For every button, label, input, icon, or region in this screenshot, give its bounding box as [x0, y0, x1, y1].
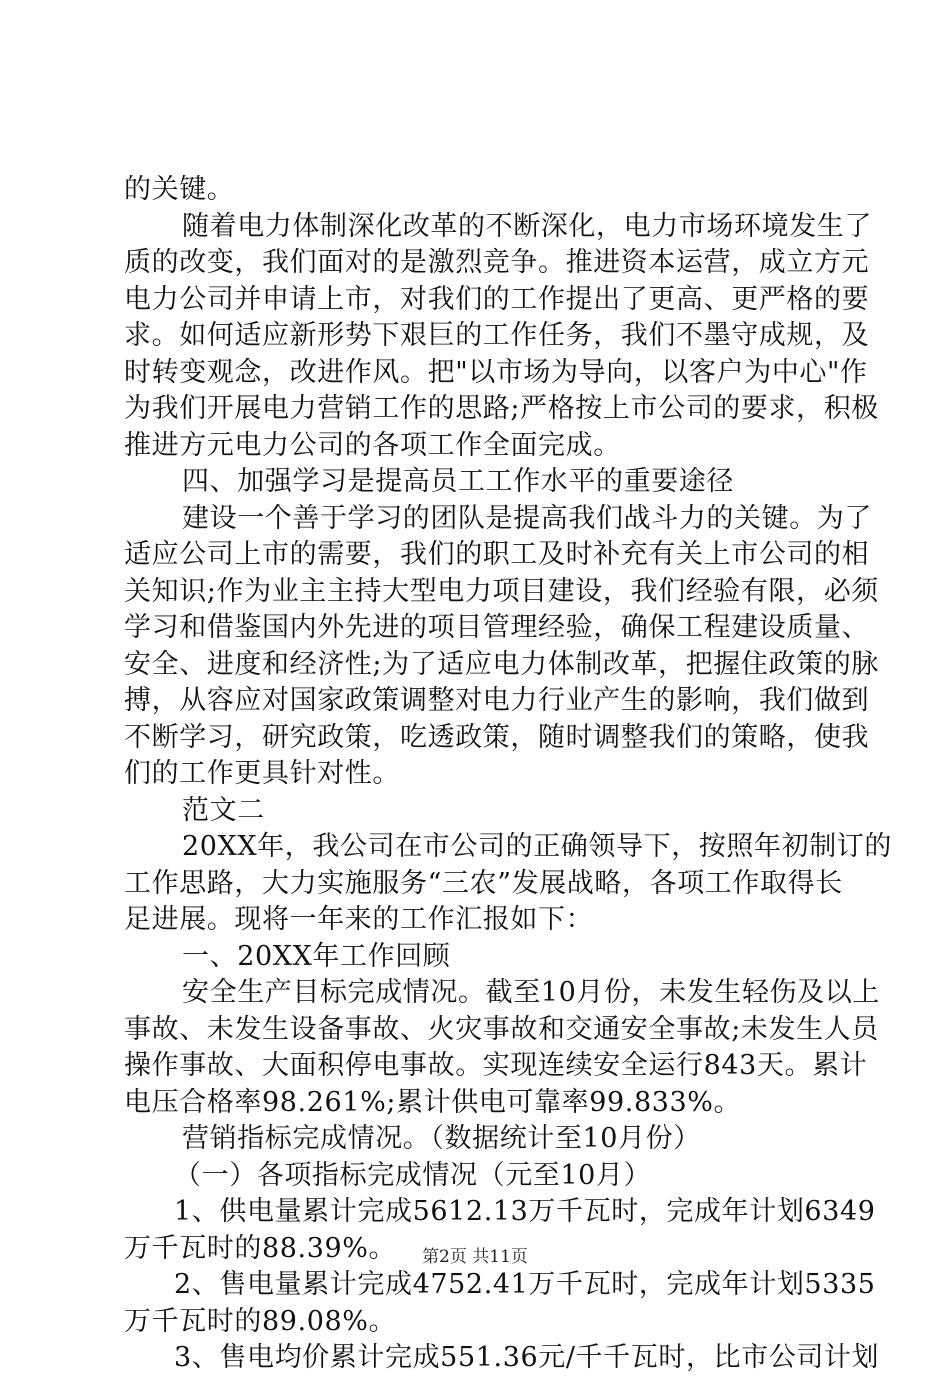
text-line: 搏，从容应对国家政策调整对电力行业产生的影响，我们做到 — [124, 685, 870, 716]
section-heading: 范文二 — [182, 794, 265, 826]
text-line: 适应公司上市的需要，我们的职工及时补充有关上市公司的相 — [124, 539, 870, 570]
text-line: 时转变观念，改进作风。把"以市场为导向，以客户为中心"作 — [124, 356, 868, 388]
text-line: 不断学习，研究政策，吃透政策，随时调整我们的策略，使我 — [124, 721, 870, 753]
text-line: 质的改变，我们面对的是激烈竞争。推进资本运营，成立方元 — [124, 247, 870, 278]
text-line: 安全、进度和经济性;为了适应电力体制改革，把握住政策的脉 — [124, 648, 879, 680]
text-line: 工作思路，大力实施服务“三农”发展战略，各项工作取得长 — [124, 867, 843, 899]
text-line: 推进方元电力公司的各项工作全面完成。 — [124, 429, 621, 461]
text-line: 随着电力体制深化改革的不断深化，电力市场环境发生了 — [182, 210, 872, 242]
text-line: 关知识;作为业主主持大型电力项目建设，我们经验有限，必须 — [124, 575, 879, 607]
document-body — [124, 172, 892, 1377]
text-line: 万千瓦时的89.08%。 — [124, 1305, 397, 1337]
text-line: 为我们开展电力营销工作的思路;严格按上市公司的要求，积极 — [124, 393, 879, 424]
text-line: 建设一个善于学习的团队是提高我们战斗力的关键。为了 — [182, 502, 872, 534]
text-line: 20XX年，我公司在市公司的正确领导下，按照年初制订的 — [182, 831, 892, 862]
text-line: 安全生产目标完成情况。截至10月份，未发生轻伤及以上 — [182, 977, 880, 1008]
section-heading: 一、20XX年工作回顾 — [182, 940, 451, 972]
text-line: 的关键。 — [124, 174, 235, 205]
text-line: 电压合格率98.261%;累计供电可靠率99.833%。 — [124, 1086, 742, 1118]
text-line: 操作事故、大面积停电事故。实现连续安全运行843天。累计 — [124, 1050, 868, 1081]
text-line: 事故、未发生设备事故、火灾事故和交通安全事故;未发生人员 — [124, 1013, 879, 1045]
text-line: 学习和借鉴国内外先进的项目管理经验，确保工程建设质量、 — [124, 612, 870, 643]
text-line: 足进展。现将一年来的工作汇报如下： — [124, 904, 594, 935]
text-line: 1、供电量累计完成5612.13万千瓦时，完成年计划6349 — [174, 1196, 876, 1227]
text-line: （一）各项指标完成情况（元至10月） — [174, 1159, 652, 1191]
text-line: 2、售电量累计完成4752.41万千瓦时，完成年计划5335 — [174, 1269, 876, 1300]
text-line: 求。如何适应新形势下艰巨的工作任务，我们不墨守成规，及 — [124, 320, 870, 351]
text-line: 3、售电均价累计完成551.36元/千千瓦时，比市公司计划 — [174, 1342, 880, 1373]
text-line: 电力公司并申请上市，对我们的工作提出了更高、更严格的要 — [124, 283, 870, 315]
text-line: 万千瓦时的88.39%。 — [124, 1232, 397, 1264]
section-heading: 四、加强学习是提高员工工作水平的重要途径 — [182, 466, 734, 497]
page-indicator: 第2页 共11页 — [422, 1247, 528, 1267]
text-line: 营销指标完成情况。（数据统计至10月份） — [182, 1123, 701, 1154]
text-line: 们的工作更具针对性。 — [124, 758, 400, 789]
